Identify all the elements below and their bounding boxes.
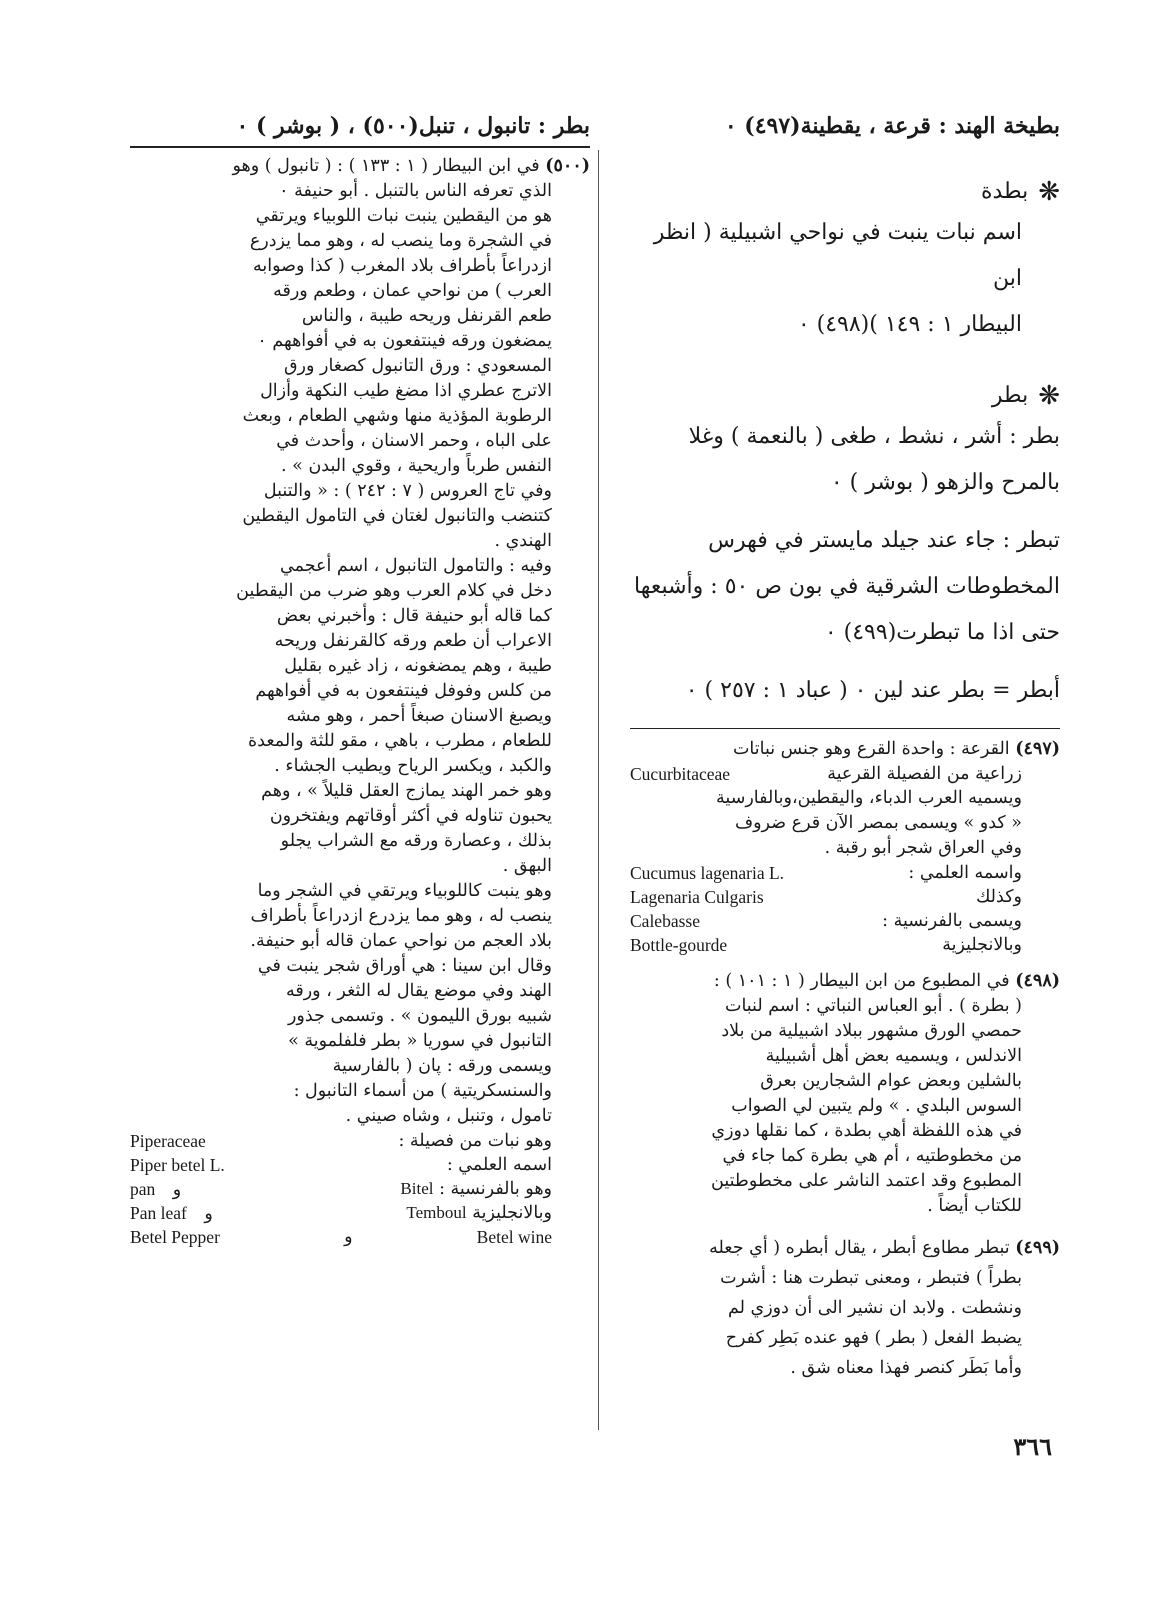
right-column bbox=[630, 108, 1060, 1383]
footnote-500-line: ازدراعاً بأطراف بلاد المغرب ( كذا وصوابه bbox=[252, 256, 552, 276]
footnote-497 bbox=[630, 737, 1060, 957]
footnote-500-line: الاعراب أن طعم ورقه كالقرنفل وريحه bbox=[274, 631, 552, 651]
footnote-500-line: دخل في كلام العرب وهو ضرب من اليقطين bbox=[236, 581, 552, 601]
family-latin: Piperaceae bbox=[130, 1131, 206, 1151]
footnote-497-en-label: وبالانجليزية bbox=[942, 935, 1022, 955]
footnote-499-line: يضبط الفعل ( بطر ) فهو عنده بَطِر كفرح bbox=[725, 1328, 1022, 1348]
footnote-500-line: بذلك ، وعصارة ورقه مع الشراب يجلو bbox=[280, 831, 552, 851]
french-names-row bbox=[130, 1177, 552, 1201]
footnote-497-en-latin: Bottle-gourde bbox=[630, 935, 728, 955]
footnote-500-line: كتنضب والتانبول لغتان في التامول اليقطين bbox=[242, 506, 552, 526]
footnote-500-line: يمضغون ورقه فينتفعون به في أفواههم ٠ bbox=[257, 331, 552, 351]
entry-batda-line: اسم نبات ينبت في نواحي اشبيلية ( انظر ابن bbox=[653, 220, 1022, 291]
footnote-499 bbox=[630, 1233, 1060, 1383]
conjunction-wa: و bbox=[172, 1179, 182, 1199]
asterism-icon: ❋ bbox=[1038, 381, 1060, 411]
footnote-497-line: « كدو » ويسمى بمصر الآن قرع ضروف bbox=[734, 813, 1022, 833]
footnote-500-line: على الباه ، وحمر الاسنان ، وأحدث في bbox=[276, 431, 552, 451]
english-name-3: Betel wine bbox=[476, 1227, 552, 1247]
french-name-2: pan bbox=[130, 1179, 156, 1199]
footnote-499-line: بطراً ) فتبطر ، ومعنى تبطرت هنا : أشرت bbox=[720, 1268, 1022, 1288]
footnote-500-line: طعم القرنفل وريحه طيبة ، والناس bbox=[301, 306, 552, 326]
footnote-500-line: والكبد ، ويكسر الرياح ويطيب الجشاء . bbox=[274, 756, 552, 776]
scientific-name-row bbox=[130, 1153, 552, 1177]
entry-batar-line: حتى اذا ما تبطرت(٤٩٩) ٠ bbox=[824, 620, 1060, 645]
footnote-500-line: كما قاله أبو حنيفة قال : وأخبرني بعض bbox=[276, 606, 552, 626]
asterism-icon: ❋ bbox=[1038, 177, 1060, 207]
footnote-500-line: طيبة ، وهم يمضغونه ، زاد غيره بقليل bbox=[284, 656, 552, 676]
footnote-497-body bbox=[630, 762, 1060, 957]
footnote-500-line: الاترج عطري اذا مضغ طيب النكهة وأزال bbox=[260, 381, 552, 401]
scientific-name-label: اسمه العلمي : bbox=[446, 1155, 552, 1175]
footnote-498-line: للكتاب أيضاً . bbox=[927, 1196, 1022, 1216]
footnote-499-line: وأما بَطَر كنصر فهذا معناه شق . bbox=[790, 1358, 1022, 1378]
footnote-500-line: الهندي . bbox=[494, 531, 552, 551]
footnote-500-line: في ابن البيطار ( ١ : ١٣٣ ) : ( تانبول ) وهو bbox=[232, 156, 540, 176]
footnote-500-line: وهو خمر الهند يمازج العقل قليلاً » ، وهم bbox=[261, 781, 552, 801]
footnote-498-line: في هذه اللفظة أهي بطدة ، كما نقلها دوزي bbox=[711, 1121, 1022, 1141]
footnote-497-also-latin: Lagenaria Culgaris bbox=[630, 887, 764, 907]
footnote-497-fr-label: ويسمى بالفرنسية : bbox=[882, 911, 1022, 931]
footnote-500-line: العرب ) من نواحي عمان ، وطعم ورقه bbox=[273, 281, 552, 301]
entry-batda-heading bbox=[630, 174, 1060, 210]
entry-batar-line: تبطر : جاء عند جيلد مايستر في فهرس bbox=[708, 528, 1060, 553]
entry-batar-body bbox=[630, 414, 1060, 714]
footnote-500-body bbox=[130, 179, 590, 1249]
footnote-500-line: ويسمى ورقه : پان ( بالفارسية bbox=[332, 1056, 552, 1076]
entry-batar-line: بالمرح والزهو ( بوشر ) ٠ bbox=[830, 470, 1060, 495]
footnote-499-line: ونشطت . ولابد ان نشير الى أن دوزي لم bbox=[727, 1298, 1022, 1318]
left-header-rule bbox=[130, 146, 590, 148]
english-name-2: Pan leaf bbox=[130, 1203, 187, 1223]
footnote-498-body bbox=[630, 994, 1060, 1219]
footnote-497-fr-latin: Calebasse bbox=[630, 911, 700, 931]
footnote-500-line: وفي تاج العروس ( ٧ : ٢٤٢ ) : « والتنبل bbox=[263, 481, 552, 501]
footnote-497-fr-row bbox=[630, 909, 1022, 933]
english-name-1: Temboul bbox=[406, 1203, 467, 1222]
footnote-497-number: (٤٩٧) bbox=[1015, 739, 1060, 759]
footnote-500-line: شبيه بورق الليمون » . وتسمى جذور bbox=[287, 1006, 552, 1026]
french-label-text: وهو بالفرنسية : bbox=[439, 1179, 552, 1199]
footnote-500-line: المسعودي : ورق التانبول كصغار ورق bbox=[283, 356, 552, 376]
footnote-500-line: بلاد العجم من نواحي عمان قاله أبو حنيفة. bbox=[250, 931, 552, 951]
footnote-497-sci-label: واسمه العلمي : bbox=[908, 863, 1022, 883]
footnote-498-line: المطبوع وقد اعتمد الناشر على مخطوطتين bbox=[711, 1171, 1022, 1191]
page-number: ٣٦٦ bbox=[1013, 1432, 1052, 1461]
left-header: بطر : تانبول ، تنبل(٥٠٠) ، ( بوشر ) ٠ bbox=[236, 113, 590, 139]
footnote-497-also-row bbox=[630, 885, 1022, 909]
footnote-500-line: وقال ابن سينا : هي أوراق شجر ينبت في bbox=[257, 956, 552, 976]
left-column bbox=[130, 108, 590, 1249]
footnote-separator bbox=[630, 728, 1060, 729]
footnote-498 bbox=[630, 969, 1060, 1219]
footnote-498-line: بالشلين وبعض عوام الشجارين بعرق bbox=[760, 1071, 1022, 1091]
footnote-500-line: ويصبغ الاسنان صبغاً أحمر ، وهو مشه bbox=[286, 706, 552, 726]
french-name-1: Bitel bbox=[400, 1179, 434, 1198]
footnote-500-line: تامول ، وتنبل ، وشاه صيني . bbox=[345, 1106, 552, 1126]
footnote-497-family-row bbox=[630, 762, 1022, 786]
entry-batda-title: بطدة bbox=[980, 179, 1029, 204]
english-name-2-group bbox=[130, 1201, 213, 1225]
conjunction-wa: و bbox=[204, 1203, 213, 1223]
footnote-500-line: وهو ينبت كاللوبياء ويرتقي في الشجر وما bbox=[257, 881, 552, 901]
footnote-499-body bbox=[630, 1263, 1060, 1383]
french-name-2-group bbox=[130, 1177, 181, 1201]
scientific-name-latin: Piper betel L. bbox=[130, 1155, 225, 1175]
footnote-500-line: وفيه : والتامول التانبول ، اسم أعجمي bbox=[280, 556, 552, 576]
footnote-497-line: زراعية من الفصيلة القرعية bbox=[827, 764, 1022, 784]
entry-batda-body bbox=[630, 210, 1060, 348]
footnote-500-line: هو من اليقطين ينبت نبات اللوبياء ويرتقي bbox=[255, 206, 552, 226]
english-names-row bbox=[130, 1201, 552, 1225]
footnote-500-line: للطعام ، مطرب ، باهي ، مقو للثة والمعدة bbox=[247, 731, 552, 751]
conjunction-wa: و bbox=[344, 1227, 353, 1247]
entry-batar-line: المخطوطات الشرقية في بون ص ٥٠ : وأشبعها bbox=[634, 574, 1060, 599]
footnote-497-line: القرعة : واحدة القرع وهو جنس نباتات bbox=[732, 739, 1010, 759]
footnote-500-line: التانبول في سوريا « بطر فلفلموية » bbox=[288, 1031, 552, 1051]
footnote-498-line: من مخطوطتيه ، أم هي بطرة كما جاء في bbox=[722, 1146, 1022, 1166]
footnote-500-line: والسنسكريتية ) من أسماء التانبول : bbox=[293, 1081, 552, 1101]
entry-batar-line: أبطر = بطر عند لين ٠ ( عباد ١ : ٢٥٧ ) ٠ bbox=[685, 678, 1060, 703]
footnote-500-line: الذي تعرفه الناس بالتنبل . أبو حنيفة ٠ bbox=[279, 181, 552, 201]
footnote-498-line: في المطبوع من ابن البيطار ( ١ : ١٠١ ) : bbox=[713, 971, 1010, 991]
english-names-row-2 bbox=[130, 1225, 552, 1249]
entry-batda-line: البيطار ١ : ١٤٩ )(٤٩٨) ٠ bbox=[797, 312, 1022, 337]
english-name-4: Betel Pepper bbox=[130, 1227, 220, 1247]
footnote-498-line: الاندلس ، ويسميه بعض أهل أشبيلية bbox=[765, 1046, 1022, 1066]
french-label bbox=[400, 1177, 552, 1201]
footnote-500-line: يحبون تناوله في أكثر أوقاتهم ويفتخرون bbox=[269, 806, 552, 826]
footnote-500 bbox=[130, 154, 590, 1249]
column-divider bbox=[598, 150, 599, 1430]
footnote-498-number: (٤٩٨) bbox=[1015, 971, 1060, 991]
footnote-499-line: تبطر مطاوع أبطر ، يقال أبطره ( أي جعله bbox=[709, 1238, 1010, 1258]
footnote-500-line: ينصب له ، وهو مما يزدرع ازدراعاً بأطراف bbox=[250, 906, 552, 926]
footnote-497-line: ويسميه العرب الدباء، واليقطين،وبالفارسية bbox=[716, 788, 1022, 808]
family-label: وهو نبات من فصيلة : bbox=[398, 1131, 552, 1151]
footnote-500-line: البهق . bbox=[502, 856, 552, 876]
entry-batar-line: بطر : أشر ، نشط ، طغى ( بالنعمة ) وغلا bbox=[688, 424, 1060, 449]
footnote-497-line: وفي العراق شجر أبو رقبة . bbox=[824, 838, 1022, 858]
footnote-500-number: (٥٠٠) bbox=[545, 156, 590, 176]
entry-batar-title: بطر bbox=[991, 383, 1029, 408]
footnote-497-en-row bbox=[630, 933, 1022, 957]
footnote-497-also-label: وكذلك bbox=[975, 887, 1022, 907]
footnote-499-number: (٤٩٩) bbox=[1015, 1238, 1060, 1258]
footnote-500-line: من كلس وفوفل فينتفعون به في أفواههم bbox=[255, 681, 552, 701]
footnote-500-line: الهند وفي موضع يقال له الثغر ، ورقه bbox=[285, 981, 552, 1001]
footnote-498-line: ( بطرة ) . أبو العباس النباتي : اسم لنبات bbox=[724, 996, 1022, 1016]
english-label-text: وبالانجليزية bbox=[472, 1203, 552, 1223]
footnote-498-line: السوس البلدي . » ولم يتبين لي الصواب bbox=[731, 1096, 1022, 1116]
footnote-497-sci-latin: Cucumus lagenaria L. bbox=[630, 863, 785, 883]
footnote-500-line: في الشجرة وما ينصب له ، وهو مما يزدرع bbox=[249, 231, 552, 251]
footnote-500-line: الرطوبة المؤذية منها وشهي الطعام ، وبعث bbox=[242, 406, 552, 426]
footnote-497-family-latin: Cucurbitaceae bbox=[630, 764, 731, 784]
footnote-497-sci-row bbox=[630, 861, 1022, 885]
right-header: بطيخة الهند : قرعة ، يقطينة(٤٩٧) ٠ bbox=[724, 113, 1060, 139]
family-row bbox=[130, 1129, 552, 1153]
footnote-498-line: حمصي الورق مشهور ببلاد اشبيلية من بلاد bbox=[721, 1021, 1022, 1041]
entry-batar-heading bbox=[630, 378, 1060, 414]
english-label bbox=[406, 1201, 552, 1225]
footnote-500-line: النفس طرباً واريحية ، وقوي البدن » . bbox=[281, 456, 552, 476]
